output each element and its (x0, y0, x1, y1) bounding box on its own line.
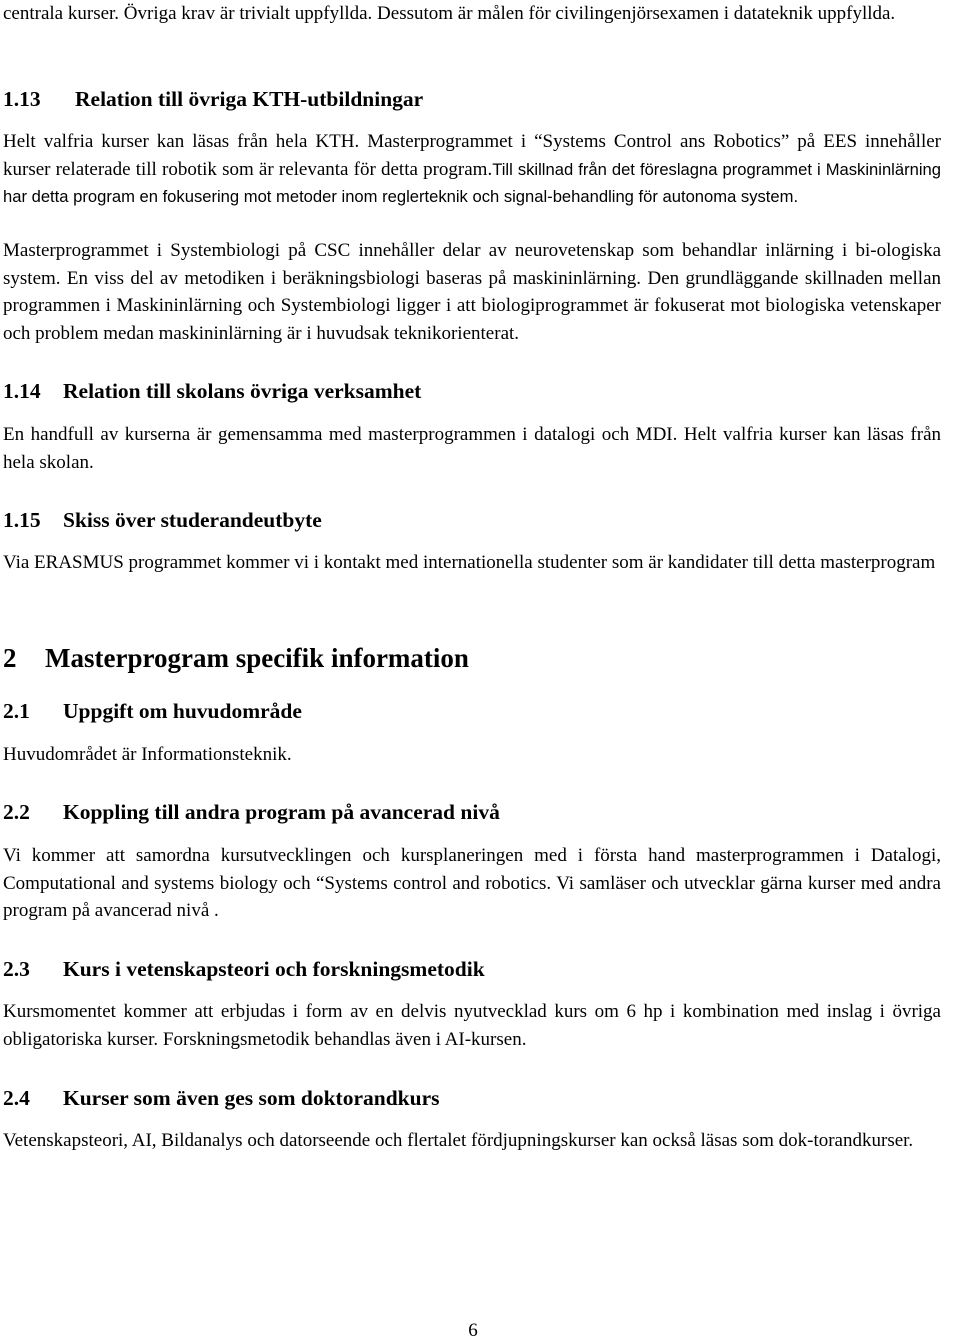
section-number: 2.3 (3, 957, 30, 981)
body-paragraph-1-15: Via ERASMUS programmet kommer vi i kontakt med internationella studenter som är kandidater till detta masterprogram (3, 552, 936, 573)
body-paragraph-2-1: Huvudområdet är Informationsteknik. (3, 744, 292, 765)
section-title: Skiss över studerandeutbyte (63, 508, 322, 532)
section-heading-1-13 (3, 85, 423, 113)
body-paragraph-1-13-b (3, 237, 941, 347)
section-number: 1.15 (3, 508, 41, 532)
paragraph-text: Masterprogrammet i Systembiologi på CSC innehåller delar av neurovetenskap som behandlar inlärning i bi-ologiska system. En viss del av metodiken i beräkningsbiologi baseras på maskininlärning. (3, 240, 941, 289)
section-heading-2-1 (3, 697, 302, 725)
section-heading-1-14 (3, 377, 421, 405)
section-title: Kurs i vetenskapsteori och forskningsmetodik (63, 957, 485, 981)
section-title: Kurser som även ges som doktorandkurs (63, 1086, 440, 1110)
body-paragraph-1-13-a (3, 128, 941, 211)
section-number: 1.14 (3, 379, 41, 403)
section-title: Koppling till andra program på avancerad nivå (63, 800, 500, 824)
body-paragraph-2-2: Vi kommer att samordna kursutvecklingen och kursplaneringen med i första hand masterprogrammen i Datalogi, Computational and systems biology och “Systems control and robotics. Vi samläser och utvecklar gärna kurser med andra program på avancerad nivå . (3, 845, 941, 922)
section-title: Uppgift om huvudområde (63, 699, 302, 723)
section-number: 1.13 (3, 87, 41, 111)
section-number: 2.1 (3, 699, 30, 723)
section-heading-2-3 (3, 955, 485, 983)
section-number: 2.4 (3, 1086, 30, 1110)
body-paragraph-2-3: Kursmomentet kommer att erbjudas i form av en delvis nyutvecklad kurs om 6 hp i kombination med inslag i övriga obligatoriska kurser. Forskningsmetodik behandlas även i AI-kursen. (3, 1001, 941, 1050)
section-heading-2-2 (3, 798, 500, 826)
chapter-heading-2 (3, 641, 469, 675)
paragraph-text: Den grundläggande skillnaden mellan programmen i Maskininlärning och Systembiologi ligger i att biologiprogrammet är fokuserat mot biologiska vetenskaper och problem medan maskininlärning är i huvudsak teknikorienterat. (3, 267, 942, 344)
section-title: Relation till övriga KTH-utbildningar (75, 87, 424, 111)
section-heading-1-15 (3, 506, 322, 534)
intro-paragraph: centrala kurser. Övriga krav är trivialt uppfyllda. Dessutom är målen för civilingenjörsexamen i datateknik uppfyllda. (3, 3, 896, 24)
page-number: 6 (468, 1320, 478, 1341)
section-number: 2 (3, 643, 17, 673)
section-heading-2-4 (3, 1084, 439, 1112)
body-paragraph-1-14: En handfull av kurserna är gemensamma med masterprogrammen i datalogi och MDI. Helt valfria kurser kan läsas från hela skolan. (3, 424, 941, 473)
section-number: 2.2 (3, 800, 30, 824)
paragraph-text-sans: Till skillnad från det föreslagna programmet i Maskininlärning har detta program en fokusering mot metoder inom reglerteknik och signal-behandling för autonoma system. (3, 159, 941, 207)
section-title: Relation till skolans övriga verksamhet (63, 379, 422, 403)
body-paragraph-2-4: Vetenskapsteori, AI, Bildanalys och datorseende och flertalet fördjupningskurser kan också läsas som dok-torandkurser. (3, 1130, 914, 1151)
section-title: Masterprogram specifik information (45, 643, 469, 673)
paragraph-text-serif: Helt valfria kurser kan läsas från hela KTH. Masterprogrammet i “Systems Control ans Robotics” på EES innehåller kurser relaterade till robotik som är relevanta för detta program. (3, 131, 941, 180)
